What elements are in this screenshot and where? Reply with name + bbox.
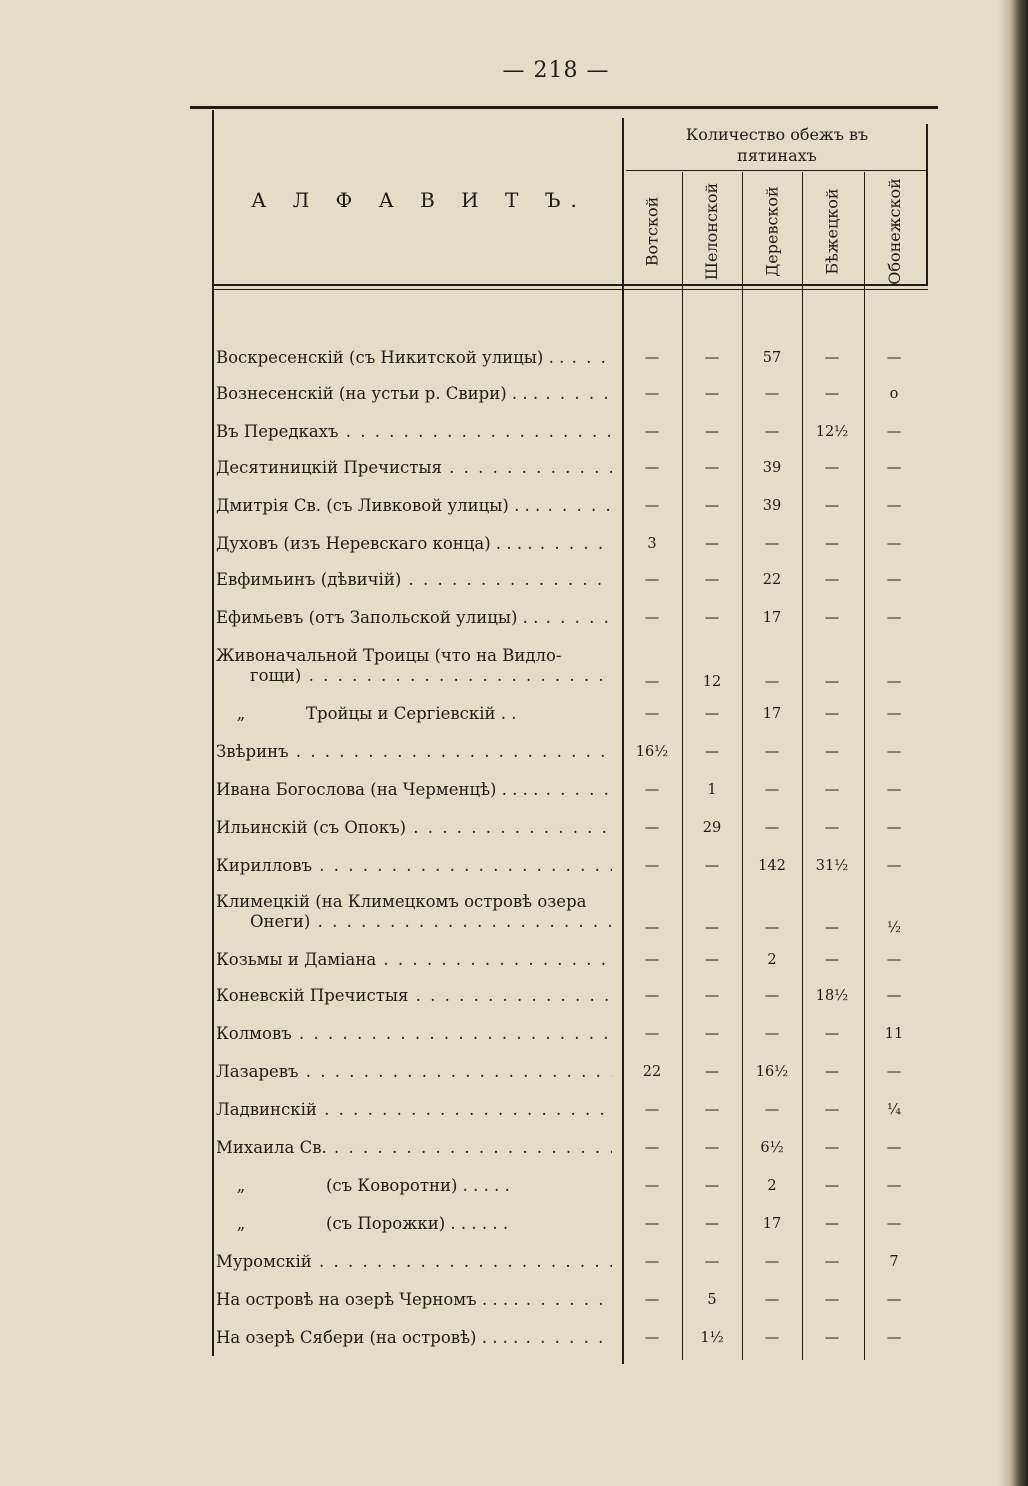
- cell-col-2: —: [704, 920, 720, 936]
- cell-col-2: —: [704, 1064, 720, 1080]
- cell-col-5: —: [886, 1178, 902, 1194]
- alphabet-heading: А Л Ф А В И Т Ъ.: [251, 188, 587, 212]
- page-edge-shadow: [998, 0, 1028, 1486]
- cell-col-1: —: [644, 1254, 660, 1270]
- group-header-line-1: Количество обежъ въ: [685, 125, 869, 144]
- cell-col-3: 39: [762, 460, 782, 476]
- cell-col-4: —: [824, 536, 840, 552]
- row-name-text: Тройцы и Сергіевскій . .: [306, 704, 517, 723]
- row-name: [216, 646, 612, 686]
- row-name: [216, 704, 612, 724]
- cell-col-3: 16½: [755, 1064, 789, 1080]
- row-name-line: [216, 986, 612, 1006]
- row-name: [216, 458, 612, 478]
- ditto-mark: „: [236, 1214, 246, 1233]
- row-name-line: [216, 1252, 612, 1272]
- cell-col-5: —: [886, 782, 902, 798]
- cell-col-5: о: [889, 386, 899, 402]
- cell-col-2: 5: [707, 1292, 717, 1308]
- cell-col-3: —: [764, 744, 780, 760]
- cell-col-4: 18½: [815, 988, 849, 1004]
- cell-col-1: —: [644, 1102, 660, 1118]
- ditto-mark: „: [236, 704, 246, 723]
- cell-col-4: —: [824, 1140, 840, 1156]
- cell-col-5: ¼: [886, 1102, 902, 1118]
- cell-col-2: 1: [707, 782, 717, 798]
- row-name: [216, 1100, 612, 1120]
- cell-col-2: 12: [702, 674, 722, 690]
- cell-col-3: —: [764, 1330, 780, 1346]
- group-header: [626, 124, 928, 166]
- row-name-line: [216, 1328, 612, 1348]
- cell-col-3: 22: [762, 572, 782, 588]
- row-name-line: [216, 856, 612, 876]
- cell-col-4: —: [824, 674, 840, 690]
- top-rule: [190, 106, 938, 109]
- row-name: [216, 818, 612, 838]
- cell-col-1: —: [644, 674, 660, 690]
- row-name-text: Вознесенскій (на устьи р. Свири) . . .: [216, 384, 539, 403]
- row-name-text: Лазаревъ: [216, 1062, 299, 1081]
- cell-col-2: 29: [702, 820, 722, 836]
- row-name-text: Ефимьевъ (отъ Запольской улицы) . .: [216, 608, 539, 627]
- row-name: [216, 348, 612, 368]
- cell-col-1: 16½: [635, 744, 669, 760]
- row-name-line: [216, 458, 612, 478]
- cell-col-5: 11: [884, 1026, 904, 1042]
- row-name-line: [216, 384, 612, 404]
- cell-col-4: —: [824, 386, 840, 402]
- row-name: [216, 496, 612, 516]
- cell-col-5: ½: [886, 920, 902, 936]
- row-name: [216, 856, 612, 876]
- cell-col-3: —: [764, 1254, 780, 1270]
- cell-col-2: —: [704, 536, 720, 552]
- row-name-text: Ивана Богослова (на Черменцѣ) . . . .: [216, 780, 539, 799]
- row-name-line: [216, 496, 612, 516]
- column-header-bezhetskoy: Бѣжецкой: [822, 187, 842, 275]
- row-name-line: [216, 742, 612, 762]
- row-name-text: Евфимьинъ (дѣвичій): [216, 570, 402, 589]
- row-name-text: Звѣринъ: [216, 742, 289, 761]
- cell-col-3: 2: [767, 1178, 777, 1194]
- cell-col-1: —: [644, 1026, 660, 1042]
- cell-col-2: —: [704, 1178, 720, 1194]
- row-name: [216, 570, 612, 590]
- cell-col-4: —: [824, 1216, 840, 1232]
- page-number: — 218 —: [502, 58, 610, 83]
- cell-col-5: —: [886, 1064, 902, 1080]
- cell-col-5: —: [886, 744, 902, 760]
- cell-col-1: —: [644, 610, 660, 626]
- row-name: [216, 950, 612, 970]
- cell-col-1: —: [644, 858, 660, 874]
- cell-col-3: —: [764, 1292, 780, 1308]
- row-name-text: Десятиницкій Пречистыя: [216, 458, 442, 477]
- cell-col-3: 57: [762, 350, 782, 366]
- cell-col-3: —: [764, 988, 780, 1004]
- cell-col-4: —: [824, 920, 840, 936]
- cell-col-3: 17: [762, 610, 782, 626]
- row-name-text: Ладвинскій: [216, 1100, 317, 1119]
- cell-col-3: 6½: [760, 1140, 784, 1156]
- cell-col-4: —: [824, 1254, 840, 1270]
- cell-col-2: —: [704, 610, 720, 626]
- cell-col-2: —: [704, 460, 720, 476]
- cell-col-5: —: [886, 424, 902, 440]
- cell-col-3: 2: [767, 952, 777, 968]
- cell-col-5: —: [886, 820, 902, 836]
- cell-col-3: —: [764, 820, 780, 836]
- cell-col-1: —: [644, 952, 660, 968]
- row-name-line-1: Живоначальной Троицы (что на Видло-: [216, 646, 562, 665]
- cell-col-5: —: [886, 858, 902, 874]
- row-name: [216, 1024, 612, 1044]
- group-header-line-2: пятинахъ: [737, 146, 817, 165]
- row-name-text: Коневскій Пречистыя: [216, 986, 409, 1005]
- cell-col-4: —: [824, 782, 840, 798]
- cell-col-3: 17: [762, 706, 782, 722]
- table-left-border: [212, 110, 214, 1356]
- cell-col-4: —: [824, 1178, 840, 1194]
- cell-col-4: 31½: [815, 858, 849, 874]
- cell-col-1: —: [644, 1292, 660, 1308]
- cell-col-3: —: [764, 1026, 780, 1042]
- row-name-text: На озерѣ Сябери (на островѣ) . . . .: [216, 1328, 519, 1347]
- row-name: [216, 986, 612, 1006]
- row-name: [216, 608, 612, 628]
- cell-col-4: —: [824, 820, 840, 836]
- column-header-votskoy: Вотской: [642, 196, 662, 266]
- cell-col-5: —: [886, 350, 902, 366]
- row-name-text: Духовъ (изъ Неревскаго конца) . . . .: [216, 534, 533, 553]
- cell-col-2: —: [704, 424, 720, 440]
- row-name-line: [216, 780, 612, 800]
- cell-col-1: —: [644, 572, 660, 588]
- cell-col-5: —: [886, 610, 902, 626]
- row-name-line: [216, 422, 612, 442]
- row-name-line: [216, 950, 612, 970]
- cell-col-5: —: [886, 706, 902, 722]
- row-name-line: [216, 608, 612, 628]
- cell-col-4: —: [824, 572, 840, 588]
- row-name: [216, 1214, 612, 1234]
- cell-col-5: —: [886, 674, 902, 690]
- cell-col-3: —: [764, 386, 780, 402]
- cell-col-4: —: [824, 610, 840, 626]
- row-name-line-1: Климецкій (на Климецкомъ островѣ озера: [216, 892, 587, 911]
- column-header-derevskoy: Деревской: [762, 185, 782, 277]
- cell-col-3: —: [764, 674, 780, 690]
- cell-col-2: —: [704, 386, 720, 402]
- cell-col-2: —: [704, 706, 720, 722]
- cell-col-5: —: [886, 572, 902, 588]
- cell-col-4: —: [824, 744, 840, 760]
- ditto-mark: „: [236, 1176, 246, 1195]
- row-name-line: [216, 1100, 612, 1120]
- cell-col-4: —: [824, 952, 840, 968]
- cell-col-2: 1½: [700, 1330, 724, 1346]
- row-name: [216, 384, 612, 404]
- cell-col-3: —: [764, 782, 780, 798]
- cell-col-5: —: [886, 498, 902, 514]
- row-name-line: [216, 1138, 612, 1158]
- column-header-obonezhskoy: Обонежской: [884, 177, 904, 285]
- row-name-line: [216, 818, 612, 838]
- row-name: [216, 780, 612, 800]
- cell-col-4: —: [824, 1026, 840, 1042]
- cell-col-1: —: [644, 782, 660, 798]
- cell-col-5: —: [886, 460, 902, 476]
- cell-col-5: —: [886, 988, 902, 1004]
- cell-col-3: —: [764, 424, 780, 440]
- row-name-text: Въ Передкахъ: [216, 422, 339, 441]
- cell-col-2: —: [704, 1140, 720, 1156]
- row-name-text: Козьмы и Даміана: [216, 950, 377, 969]
- row-name: [216, 422, 612, 442]
- cell-col-3: —: [764, 920, 780, 936]
- cell-col-1: —: [644, 920, 660, 936]
- row-name: [216, 534, 612, 554]
- row-name: [216, 1138, 612, 1158]
- row-name-text: На островѣ на озерѣ Черномъ . . . .: [216, 1290, 519, 1309]
- cell-col-4: —: [824, 460, 840, 476]
- cell-col-5: —: [886, 1292, 902, 1308]
- cell-col-2: —: [704, 988, 720, 1004]
- cell-col-1: —: [644, 424, 660, 440]
- cell-col-5: —: [886, 1330, 902, 1346]
- row-name-line: [216, 1290, 612, 1310]
- cell-col-3: 39: [762, 498, 782, 514]
- cell-col-4: —: [824, 706, 840, 722]
- cell-col-1: —: [644, 350, 660, 366]
- row-name-line: [216, 348, 612, 368]
- cell-col-4: —: [824, 350, 840, 366]
- row-name-text: Ильинскій (съ Опокъ): [216, 818, 407, 837]
- row-name: [216, 742, 612, 762]
- cell-col-4: —: [824, 1102, 840, 1118]
- cell-col-1: —: [644, 1330, 660, 1346]
- row-name-line: [216, 1062, 612, 1082]
- row-name: [216, 1290, 612, 1310]
- row-name-text: Дмитрія Св. (съ Ливковой улицы) . . .: [216, 496, 541, 515]
- cell-col-2: —: [704, 350, 720, 366]
- cell-col-1: 3: [647, 536, 657, 552]
- cell-col-1: —: [644, 706, 660, 722]
- cell-col-1: —: [644, 460, 660, 476]
- cell-col-1: —: [644, 1178, 660, 1194]
- row-name-text: Кирилловъ: [216, 856, 313, 875]
- row-name-text: Михаила Св.: [216, 1138, 327, 1157]
- row-name-text: Муромскій: [216, 1252, 312, 1271]
- cell-col-2: —: [704, 744, 720, 760]
- cell-col-2: —: [704, 1254, 720, 1270]
- cell-col-1: —: [644, 820, 660, 836]
- cell-col-2: —: [704, 1102, 720, 1118]
- row-name: [216, 1252, 612, 1272]
- cell-col-2: —: [704, 498, 720, 514]
- group-header-rule: [626, 170, 926, 171]
- row-name-line-2: гощи) . . .: [216, 666, 612, 686]
- row-name-text: Воскресенскій (съ Никитской улицы) . .: [216, 348, 565, 367]
- cell-col-3: —: [764, 536, 780, 552]
- cell-col-1: —: [644, 1140, 660, 1156]
- row-name-line: [216, 534, 612, 554]
- cell-col-4: 12½: [815, 424, 849, 440]
- cell-col-1: —: [644, 988, 660, 1004]
- row-name-text: Колмовъ: [216, 1024, 292, 1043]
- cell-col-4: —: [824, 498, 840, 514]
- cell-col-3: —: [764, 1102, 780, 1118]
- row-name: [216, 892, 612, 932]
- cell-col-2: —: [704, 1216, 720, 1232]
- row-name: [216, 1176, 612, 1196]
- cell-col-1: —: [644, 386, 660, 402]
- cell-col-5: 7: [889, 1254, 899, 1270]
- row-name: [216, 1062, 612, 1082]
- row-name-line: [216, 1024, 612, 1044]
- cell-col-5: —: [886, 536, 902, 552]
- row-name: [216, 1328, 612, 1348]
- cell-col-4: —: [824, 1330, 840, 1346]
- row-name-text: (съ Коворотни) . . . . .: [326, 1176, 510, 1195]
- header-rule-2: [212, 289, 928, 290]
- cell-col-1: —: [644, 498, 660, 514]
- cell-col-2: —: [704, 1026, 720, 1042]
- cell-col-3: 142: [758, 858, 786, 874]
- cell-col-1: —: [644, 1216, 660, 1232]
- cell-col-3: 17: [762, 1216, 782, 1232]
- row-name-line-2: Онеги) . . .: [216, 912, 612, 932]
- cell-col-5: —: [886, 952, 902, 968]
- cell-col-2: —: [704, 858, 720, 874]
- cell-col-2: —: [704, 572, 720, 588]
- cell-col-5: —: [886, 1140, 902, 1156]
- cell-col-4: —: [824, 1292, 840, 1308]
- cell-col-1: 22: [642, 1064, 662, 1080]
- column-header-shelonskoy: Шелонской: [702, 182, 722, 280]
- cell-col-4: —: [824, 1064, 840, 1080]
- row-name-line: [216, 570, 612, 590]
- row-name-text: (съ Порожки) . . . . . .: [326, 1214, 509, 1233]
- cell-col-5: —: [886, 1216, 902, 1232]
- cell-col-2: —: [704, 952, 720, 968]
